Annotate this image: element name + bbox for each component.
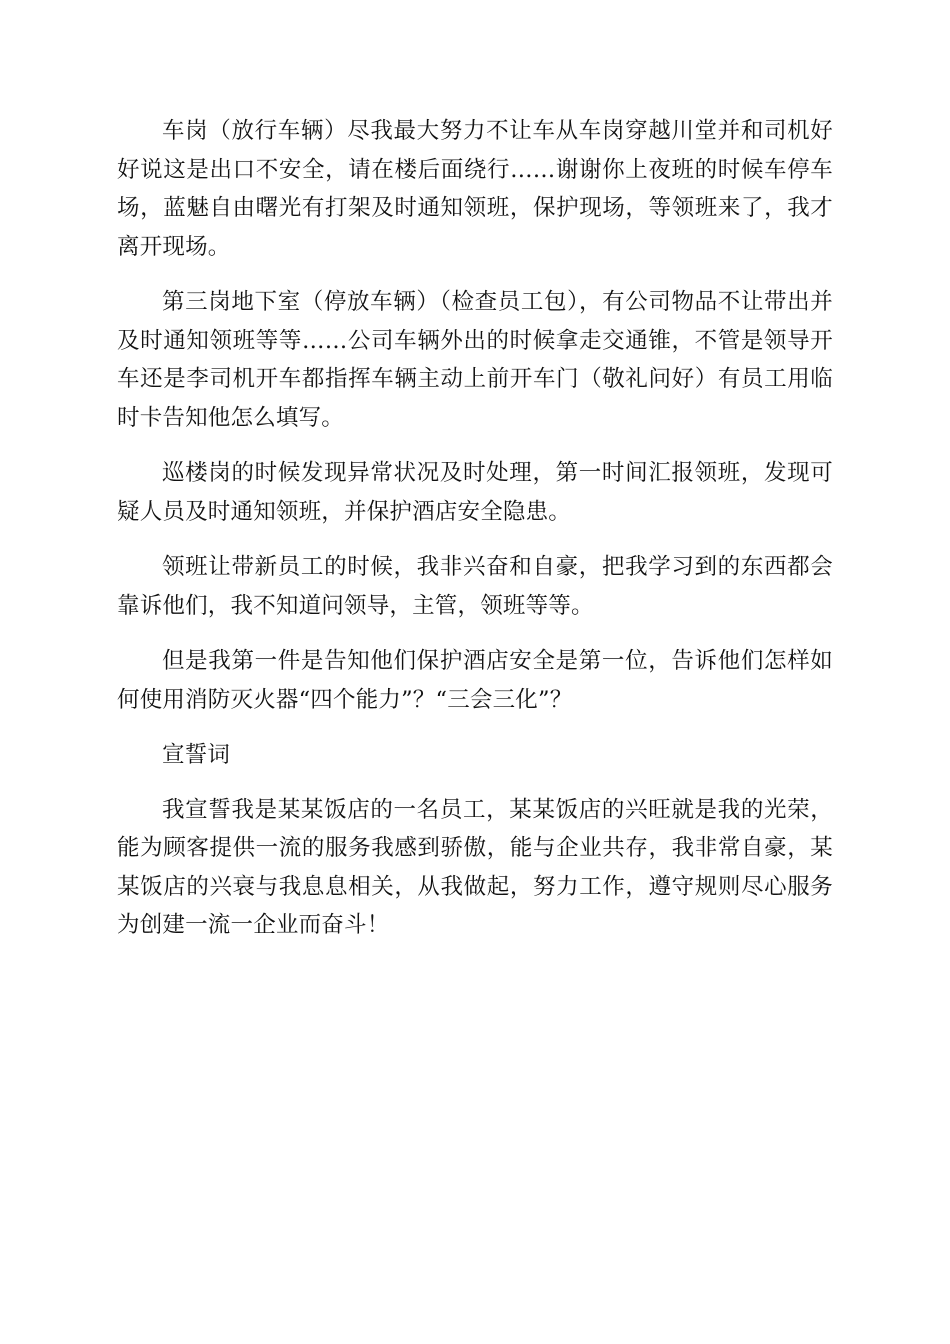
paragraph-fire-safety: 但是我第一件是告知他们保护酒店安全是第一位，告诉他们怎样如何使用消防灭火器“四个能力”？“三会三化”？ [117, 648, 833, 713]
oath-heading: 宣誓词 [162, 742, 231, 768]
paragraph-training-new-staff: 领班让带新员工的时候，我非兴奋和自豪，把我学习到的东西都会靠诉他们，我不知道问领导，主管，领班等等。 [117, 554, 833, 619]
document-body [117, 112, 833, 962]
oath-text: 我宣誓我是某某饭店的一名员工，某某饭店的兴旺就是我的光荣，能为顾客提供一流的服务我感到骄傲，能与企业共存，我非常自豪，某某饭店的兴衰与我息息相关，从我做起，努力工作，遵守规则尽心服务为创建一流一企业而奋斗！ [117, 796, 833, 938]
paragraph-basement-post: 第三岗地下室（停放车辆）（检查员工包），有公司物品不让带出并及时通知领班等等……公司车辆外出的时候拿走交通锥，不管是领导开车还是李司机开车都指挥车辆主动上前开车门（敬礼问好）有员工用临时卡告知他怎么填写。 [117, 289, 833, 431]
paragraph-car-post: 车岗（放行车辆）尽我最大努力不让车从车岗穿越川堂并和司机好好说这是出口不安全，请在楼后面绕行……谢谢你上夜班的时候车停车场，蓝魅自由曙光有打架及时通知领班，保护现场，等领班来了，我才离开现场。 [117, 118, 833, 260]
paragraph-patrol-post: 巡楼岗的时候发现异常状况及时处理，第一时间汇报领班，发现可疑人员及时通知领班，并保护酒店安全隐患。 [117, 460, 833, 525]
